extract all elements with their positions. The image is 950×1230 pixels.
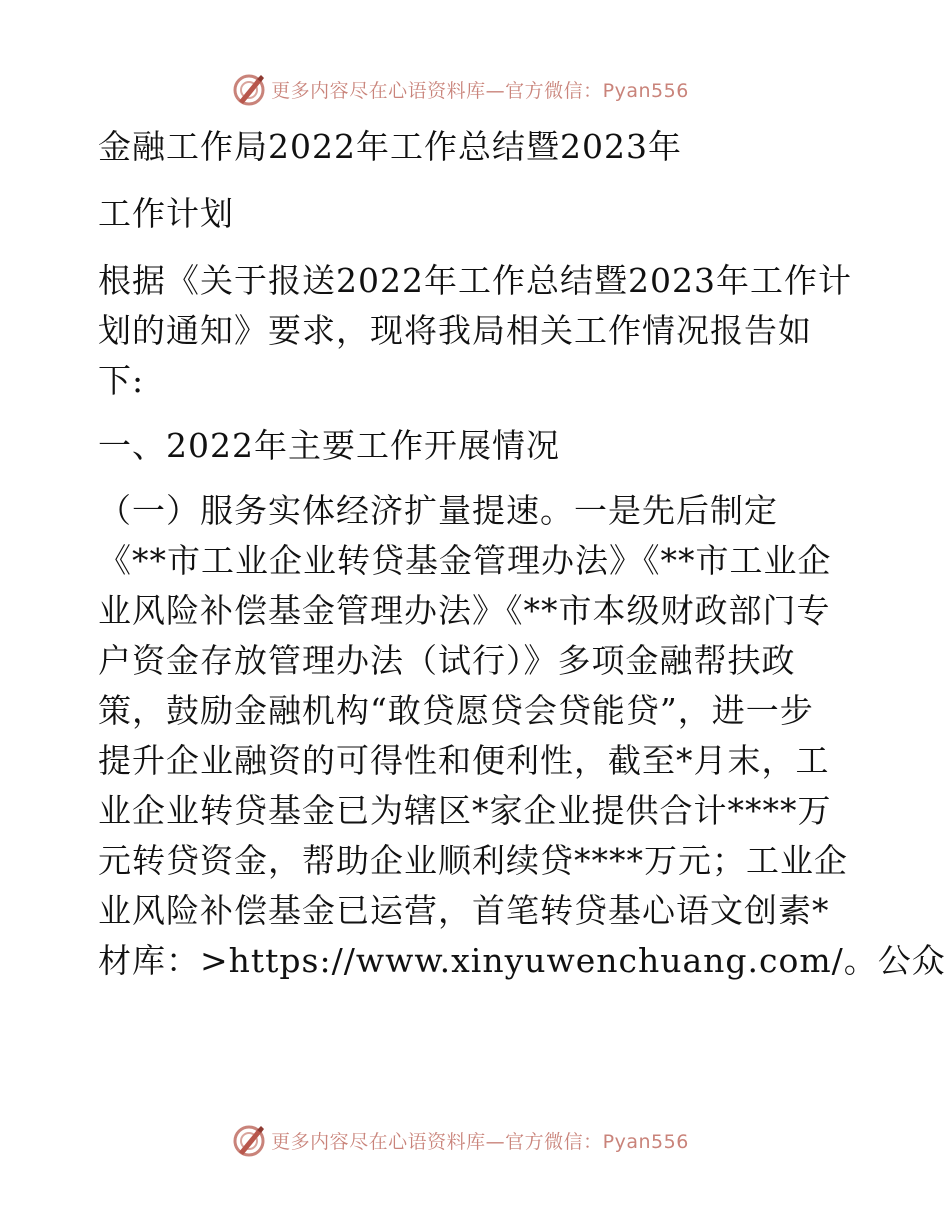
intro-line-2: 划的通知》要求，现将我局相关工作情况报告如 <box>98 311 812 350</box>
para-line-4: 户资金存放管理办法（试行）》多项金融帮扶政 <box>98 641 796 680</box>
para-line-3: 业风险补偿基金管理办法》《**市本级财政部门专 <box>98 591 831 630</box>
watermark-group <box>231 1122 689 1158</box>
pen-logo-icon <box>231 1122 267 1158</box>
para-line-10: 材库：>https://www.xinyuwenchuang.com/。公众 <box>98 941 946 980</box>
intro-line-1: 根据《关于报送2022年工作总结暨2023年工作计 <box>98 261 852 300</box>
doc-title-line-2: 工作计划 <box>98 194 234 233</box>
para-line-2: 《**市工业企业转贷基金管理办法》《**市工业企 <box>98 541 832 580</box>
watermark-banner-top <box>0 66 950 112</box>
pen-logo-icon <box>231 71 267 107</box>
para-line-1: （一）服务实体经济扩量提速。一是先后制定 <box>98 491 778 530</box>
para-line-9: 业风险补偿基金已运营，首笔转贷基心语文创素* <box>98 891 830 930</box>
section-heading-1: 一、2022年主要工作开展情况 <box>98 426 560 465</box>
para-line-6: 提升企业融资的可得性和便利性，截至*月末，工 <box>98 741 830 780</box>
watermark-group <box>231 71 689 107</box>
watermark-text: 更多内容尽在心语资料库—官方微信：Pyan556 <box>271 79 689 102</box>
watermark-text: 更多内容尽在心语资料库—官方微信：Pyan556 <box>271 1130 689 1153</box>
watermark-banner-bottom <box>0 1117 950 1163</box>
document-body <box>98 122 946 986</box>
para-line-5: 策，鼓励金融机构“敢贷愿贷会贷能贷”，进一步 <box>98 691 814 730</box>
para-line-7: 业企业转贷基金已为辖区*家企业提供合计****万 <box>98 791 832 830</box>
doc-title-line-1: 金融工作局2022年工作总结暨2023年 <box>98 127 682 166</box>
para-line-8: 元转贷资金，帮助企业顺利续贷****万元；工业企 <box>98 841 848 880</box>
intro-line-3: 下: <box>98 361 145 400</box>
